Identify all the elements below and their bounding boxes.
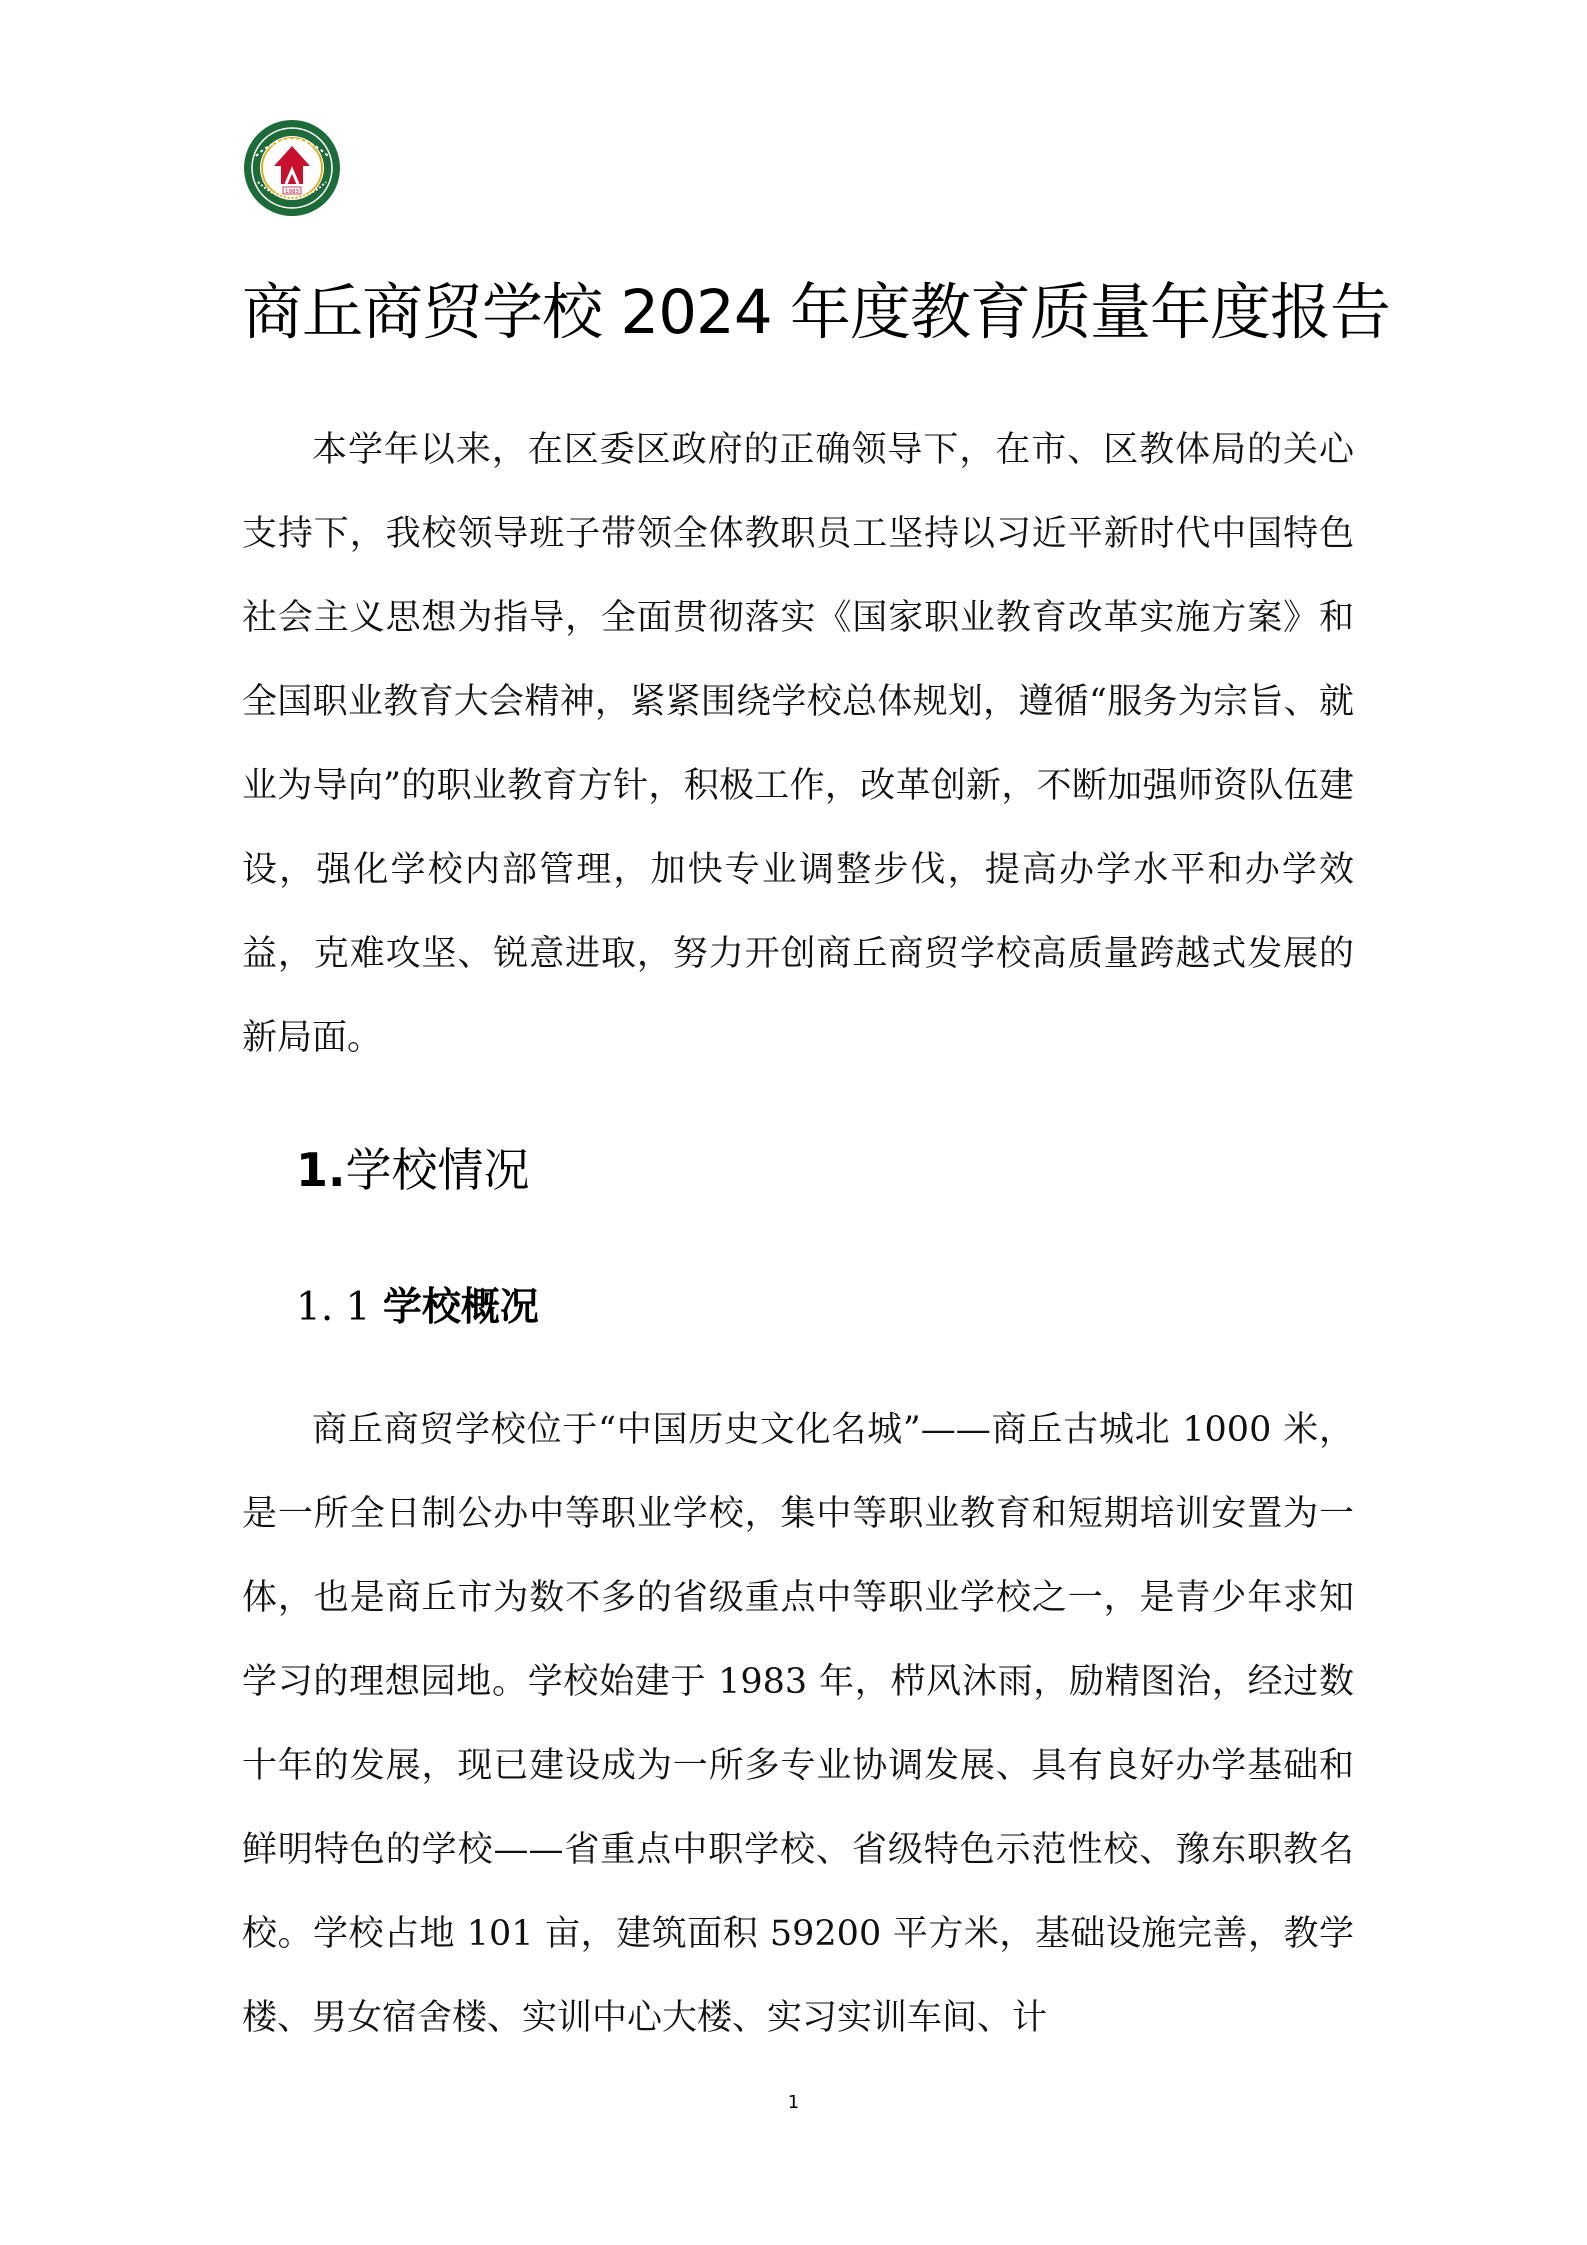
subsection-heading-1-1 xyxy=(296,1272,539,1343)
school-emblem-icon xyxy=(242,118,342,218)
page-number: 1 xyxy=(787,2092,800,2113)
emblem-year: 1983 xyxy=(285,189,299,195)
subsection-number: 1. 1 xyxy=(296,1285,383,1330)
section-heading-1 xyxy=(296,1130,529,1210)
overview-paragraph: 商丘商贸学校位于“中国历史文化名城”——商丘古城北 1000 米，是一所全日制公办中等职业学校，集中等职业教育和短期培训安置为一体，也是商丘市为数不多的省级重点中等职业学校之一，是青少年求知学习的理想园地。学校始建于 1983 年，栉风沐雨，励精图治，经过数十年的发展，现已建设成为一所多专业协调发展、具有良好办学基础和鲜明特色的学校——省重点中职学校、省级特色示范性校、豫东职教名校。学校占地 101 亩，建筑面积 59200 平方米，基础设施完善，教学楼、男女宿舍楼、实训中心大楼、实习实训车间、计 xyxy=(242,1410,1354,2038)
subsection-title: 学校概况 xyxy=(382,1284,539,1330)
intro-paragraph: 本学年以来，在区委区政府的正确领导下，在市、区教体局的关心支持下，我校领导班子带领全体教职员工坚持以习近平新时代中国特色社会主义思想为指导，全面贯彻落实《国家职业教育改革实施方案》和全国职业教育大会精神，紧紧围绕学校总体规划，遵循“服务为宗旨、就业为导向”的职业教育方针，积极工作，改革创新，不断加强师资队伍建设，强化学校内部管理，加快专业调整步伐，提高办学水平和办学效益，克难攻坚、锐意进取，努力开创商丘商贸学校高质量跨越式发展的新局面。 xyxy=(242,430,1354,1058)
document-title: 商丘商贸学校 2024 年度教育质量年度报告 xyxy=(242,277,1391,348)
section-number: 1. xyxy=(296,1143,346,1197)
section-title: 学校情况 xyxy=(345,1143,530,1197)
